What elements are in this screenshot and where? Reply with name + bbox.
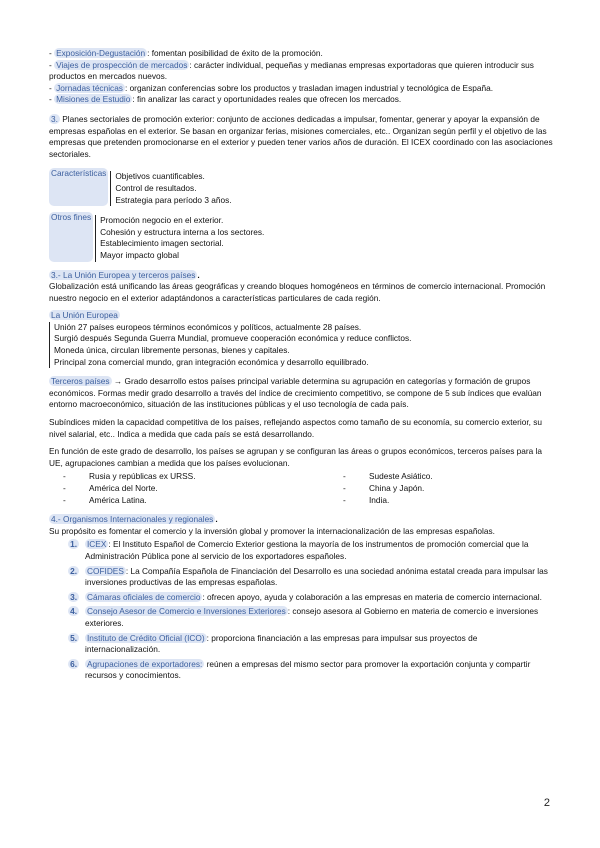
term-highlight: ICEX: [87, 539, 107, 550]
section3-text: Planes sectoriales de promoción exterior: conjunto de acciones dedicadas a impulsar, fomentar, generar y apoyar la expansión de empresas españolas en el exterior. Se basan en organizar ferias, misiones comerciales, etc.. Organizan según perfil y el objetivo de las empresas que pretenden promocionarse en el exterior y pueden tener varios años de duración. El ICEX coordinado con las asociaciones sectoriales.: [49, 113, 553, 159]
item-number: [49, 633, 85, 656]
term-highlight: COFIDES: [87, 565, 124, 576]
list-item: [49, 539, 554, 562]
list-item: Principal zona comercial mundo, gran integración económica y desarrollo equilibrado.: [54, 356, 369, 367]
number-highlight: 2.: [70, 565, 77, 576]
dash-bullet: -: [63, 494, 66, 505]
intro-item: - Viajes de prospección de mercados : carácter individual, pequeñas y medianas empresas exportadoras que quieren introducir sus productos en mercados nuevos.: [49, 59, 534, 82]
item-text: : ofrecen apoyo, ayuda y colaboración a las empresas en materia de comercio internacional.: [202, 591, 542, 602]
item-body: [85, 633, 554, 656]
number-highlight: 1.: [70, 539, 77, 550]
intro-text: : organizan conferencias sobre los productos y trasladan imagen industrial y tecnológica de España.: [124, 82, 493, 93]
list-item: [49, 606, 554, 629]
list-item: [49, 592, 554, 604]
list-item: [49, 566, 554, 589]
list-item: [49, 483, 329, 495]
list-item: [329, 471, 549, 483]
intro-text: : carácter individual, pequeñas y medianas empresas exportadoras que quieren introducir sus productos en mercados nuevos.: [49, 59, 534, 82]
item-number: [49, 592, 85, 604]
terceros-paragraph-2: Subíndices miden la capacidad competitiva de los países, reflejando aspectos como tamaño de su economía, su comercio exterior, su nivel salarial, etc.. Indica a medida que cada país se está desarrollando.: [49, 417, 543, 439]
union-europea-highlight: La Unión Europea: [51, 310, 118, 321]
intro-item: - Exposición-Degustación : fomentan posibilidad de éxito de la promoción.: [49, 48, 323, 58]
item-number: [49, 659, 85, 682]
regions-columns: [49, 471, 554, 506]
term-highlight: Instituto de Crédito Oficial (ICO): [87, 632, 205, 643]
list-item: [329, 495, 549, 507]
list-item: Estrategia para período 3 años.: [115, 194, 232, 205]
otros-fines-label: Otros fines: [49, 212, 93, 261]
term-highlight: Exposición-Degustación: [56, 48, 146, 58]
item-text: : El Instituto Español de Comercio Exterior gestiona la mayoría de los instrumentos de promoción comercial que la Administración Pública pone al servicio de los exportadores españoles.: [85, 539, 529, 561]
item-body: [85, 539, 554, 562]
region-label: Rusia y repúblicas ex URSS.: [89, 471, 196, 482]
item-body: [85, 659, 554, 682]
intro-list: [49, 48, 554, 106]
intro-item: - Jornadas técnicas : organizan conferencias sobre los productos y trasladan imagen industrial y tecnológica de España.: [49, 82, 493, 93]
list-item: Mayor impacto global: [100, 249, 179, 260]
organismos-title-end: .: [215, 514, 218, 525]
terceros-label: Terceros países: [51, 376, 110, 387]
number-highlight: 3.: [70, 591, 77, 602]
dash-bullet: -: [343, 494, 346, 505]
item-text: reúnen a empresas del mismo sector para promover la exportación conjunta y compartir recursos y conocimientos.: [85, 658, 531, 681]
term-highlight: Cámaras oficiales de comercio: [87, 591, 201, 602]
intro-text: : fin analizar las caract y oportunidades reales que ofrecen los mercados.: [132, 94, 402, 105]
item-text: : consejo asesora al Gobierno en materia de comercio e inversiones exteriores.: [85, 606, 539, 628]
number-highlight: 6.: [70, 658, 77, 669]
term-highlight: Viajes de prospección de mercados: [56, 59, 188, 70]
caracteristicas-list: [110, 171, 231, 206]
list-item: Control de resultados.: [115, 182, 197, 193]
arrow-icon: →: [111, 376, 125, 387]
list-item: Objetivos cuantificables.: [115, 171, 205, 182]
page-number: 2: [543, 797, 550, 809]
region-label: Sudeste Asiático.: [369, 471, 433, 482]
dash-bullet: -: [63, 471, 66, 482]
terceros-paragraph: [49, 376, 554, 411]
intro-item: - Misiones de Estudio : fin analizar las caract y oportunidades reales que ofrecen los mercados.: [49, 94, 402, 105]
list-item: [329, 483, 549, 495]
number-highlight: 4.: [70, 606, 77, 617]
regions-left: [49, 471, 329, 506]
item-number: [49, 539, 85, 562]
item-text: : La Compañía Española de Financiación del Desarrollo es una sociedad anónima estatal creada para impulsar las inversiones productivas de las empresas españolas.: [85, 565, 548, 588]
list-item: [49, 633, 554, 656]
intro-text: : fomentan posibilidad de éxito de la promoción.: [147, 48, 323, 58]
region-label: América Latina.: [89, 494, 147, 505]
term-highlight: Misiones de Estudio: [56, 94, 131, 105]
term-highlight: Jornadas técnicas: [56, 82, 123, 93]
organismos-list: [49, 539, 554, 682]
list-item: [49, 471, 329, 483]
list-item: Surgió después Segunda Guerra Mundial, promueve cooperación económica y reduce conflictos.: [54, 333, 412, 344]
caracteristicas-block: [49, 168, 554, 206]
item-number: [49, 606, 85, 629]
ue-section-title: [49, 270, 554, 282]
otros-fines-list: [95, 215, 264, 261]
region-label: América del Norte.: [89, 483, 158, 493]
list-item: Moneda única, circulan libremente personas, bienes y capitales.: [54, 345, 290, 356]
union-europea-list: [49, 322, 554, 368]
item-body: [85, 592, 542, 604]
ue-section-text: Globalización está unificando las áreas geográficas y creando bloques homogéneos en términos de comercio internacional. Promoción nuestro negocio en el exterior adaptándonos a características particulares de cada región.: [49, 281, 546, 303]
region-label: China y Japón.: [369, 483, 425, 493]
list-item: [49, 495, 329, 507]
region-label: India.: [369, 494, 390, 505]
item-body: [85, 606, 554, 629]
list-item: Establecimiento imagen sectorial.: [100, 238, 224, 249]
organismos-intro: Su propósito es fomentar el comercio y la inversión global y promover la internacionalización de las empresas españolas.: [49, 525, 495, 536]
item-text: : proporciona financiación a las empresas para impulsar sus proyectos de internacionalización.: [85, 632, 478, 655]
caracteristicas-label: Características: [49, 168, 108, 206]
section3-paragraph: [49, 114, 554, 160]
organismos-title: [49, 514, 554, 526]
list-item: [49, 659, 554, 682]
term-highlight: Agrupaciones de exportadores:: [87, 658, 203, 669]
union-europea-title: [49, 310, 554, 322]
regions-right: [329, 471, 549, 506]
dash-bullet: -: [343, 471, 346, 482]
document-page: [49, 48, 554, 685]
dash-bullet: -: [343, 483, 346, 493]
term-highlight: Consejo Asesor de Comercio e Inversiones Exteriores: [87, 606, 286, 617]
terceros-text: Grado desarrollo estos países principal variable determina su agrupación en categorías y formación de grupos económicos. Formas medir grado desarrollo a través del índice de crecimiento competitivo, se compone de 5 sub índices que evalúan entorno macroeconómico, situación de las instituciones públicas y el uso tecnología de cada país.: [49, 376, 542, 410]
section3-number: 3.: [51, 113, 58, 124]
terceros-paragraph-3: En función de este grado de desarrollo, los países se agrupan y se configuran las áreas o grupos económicos, terceros países para la UE, agrupaciones cambian a medida que los países evolucionan.: [49, 446, 543, 468]
list-item: Unión 27 países europeos términos económicos y políticos, actualmente 28 países.: [54, 321, 362, 332]
ue-title-highlight: 3.- La Unión Europea y terceros países: [51, 269, 196, 280]
list-item: Cohesión y estructura interna a los sectores.: [100, 226, 265, 237]
dash-bullet: -: [63, 483, 66, 493]
item-body: [85, 566, 554, 589]
ue-title-end: .: [197, 269, 200, 280]
item-number: [49, 566, 85, 589]
otros-fines-block: [49, 212, 554, 261]
number-highlight: 5.: [70, 632, 77, 643]
list-item: Promoción negocio en el exterior.: [100, 215, 224, 226]
organismos-title-highlight: 4.- Organismos Internacionales y regionales: [51, 514, 214, 525]
